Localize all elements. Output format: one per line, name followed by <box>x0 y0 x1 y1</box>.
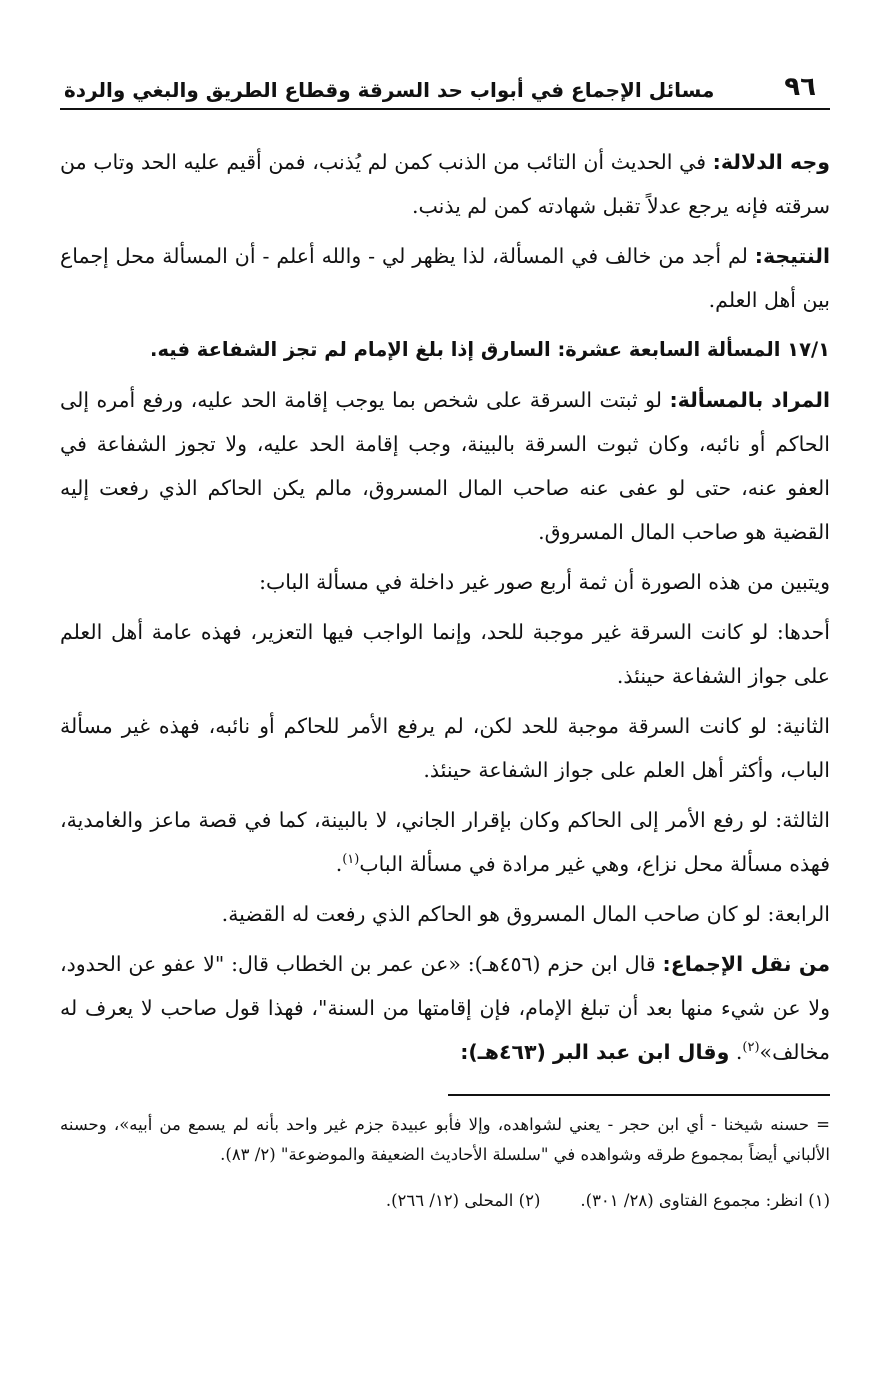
paragraph-case-4: الرابعة: لو كان صاحب المال المسروق هو الحاكم الذي رفعت له القضية. <box>221 902 830 926</box>
footnote-references <box>60 1186 830 1216</box>
paragraph-murad <box>60 378 830 554</box>
paragraph-case-1: أحدها: لو كانت السرقة غير موجبة للحد، وإنما الواجب فيها التعزير، فهذه عامة أهل العلم على جواز الشفاعة حينئذ. <box>60 620 830 688</box>
footnotes <box>60 1110 830 1216</box>
paragraph-lead: من نقل الإجماع: <box>662 952 831 976</box>
footnote-2: (٢) المحلى (١٢/ ٢٦٦). <box>385 1191 541 1210</box>
body-text <box>60 140 830 1074</box>
paragraph-tail: . <box>729 1040 743 1064</box>
paragraph-lead: النتيجة: <box>754 244 830 268</box>
paragraph-text: الثالثة: لو رفع الأمر إلى الحاكم وكان بإقرار الجاني، لا بالبينة، كما في قصة ماعز والغامدية، فهذه مسألة محل نزاع، وهي غير مرادة في مسألة الباب <box>60 808 830 876</box>
paragraph-dalala <box>60 140 830 228</box>
paragraph-tail: . <box>335 852 343 876</box>
paragraph-case-3 <box>60 798 830 886</box>
paragraph-intro-cases: ويتبين من هذه الصورة أن ثمة أربع صور غير داخلة في مسألة الباب: <box>259 570 830 594</box>
paragraph-text: لم أجد من خالف في المسألة، لذا يظهر لي - والله أعلم - أن المسألة محل إجماع بين أهل العلم. <box>60 244 830 312</box>
running-title: مسائل الإجماع في أبواب حد السرقة وقطاع الطريق والبغي والردة <box>64 78 715 102</box>
footnote-marker: (١) <box>342 852 360 868</box>
footnote-1: (١) انظر: مجموع الفتاوى (٢٨/ ٣٠١). <box>580 1191 830 1210</box>
paragraph-lead: وجه الدلالة: <box>712 150 830 174</box>
paragraph-text: في الحديث أن التائب من الذنب كمن لم يُذنب، فمن أقيم عليه الحد وتاب من سرقته فإنه يرجع عدلاً تقبل شهادته كمن لم يذنب. <box>60 150 830 218</box>
running-header <box>60 58 830 102</box>
paragraph-case-2: الثانية: لو كانت السرقة موجبة للحد لكن، لم يرفع الأمر للحاكم أو نائبه، فهذه غير مسألة الباب، وأكثر أهل العلم على جواز الشفاعة حينئذ. <box>60 714 830 782</box>
paragraph-lead: المراد بالمسألة: <box>669 388 830 412</box>
footnote-continuation: = حسنه شيخنا - أي ابن حجر - يعني لشواهده، وإلا فأبو عبيدة جزم غير واحد بأنه لم يسمع من أبيه»، وحسنه الألباني أيضاً بمجموع طرقه وشواهده في "سلسلة الأحاديث الضعيفة والموضوعة" (٢/ ٨٣). <box>60 1115 830 1164</box>
paragraph-tail-bold: وقال ابن عبد البر (٤٦٣هـ): <box>460 1040 730 1064</box>
paragraph-text: لو ثبتت السرقة على شخص بما يوجب إقامة الحد عليه، ورفع أمره إلى الحاكم أو نائبه، وكان ثبوت السرقة بالبينة، وجب إقامة الحد عليه، ولا تجوز الشفاعة في العفو عنه، حتى لو عفى عنه صاحب المال المسروق، مالم يكن الحاكم الذي رفعت إليه القضية هو صاحب المال المسروق. <box>60 388 830 544</box>
issue-heading: ١٧/١ المسألة السابعة عشرة: السارق إذا بلغ الإمام لم تجز الشفاعة فيه. <box>150 338 830 361</box>
footnote-marker: (٢) <box>742 1040 760 1056</box>
page-number: ٩٦ <box>784 72 816 102</box>
header-rule <box>60 108 830 110</box>
footnote-rule <box>448 1094 830 1096</box>
paragraph-text: قال ابن حزم (٤٥٦هـ): «عن عمر بن الخطاب قال: "لا عفو عن الحدود، ولا عن شيء منها بعد أن تبلغ الإمام، فإن إقامتها من السنة"، فهذا قول صاحب لا يعرف له مخالف» <box>60 952 830 1064</box>
book-page <box>60 58 830 1378</box>
paragraph-ijma <box>60 942 830 1074</box>
paragraph-natija <box>60 234 830 322</box>
